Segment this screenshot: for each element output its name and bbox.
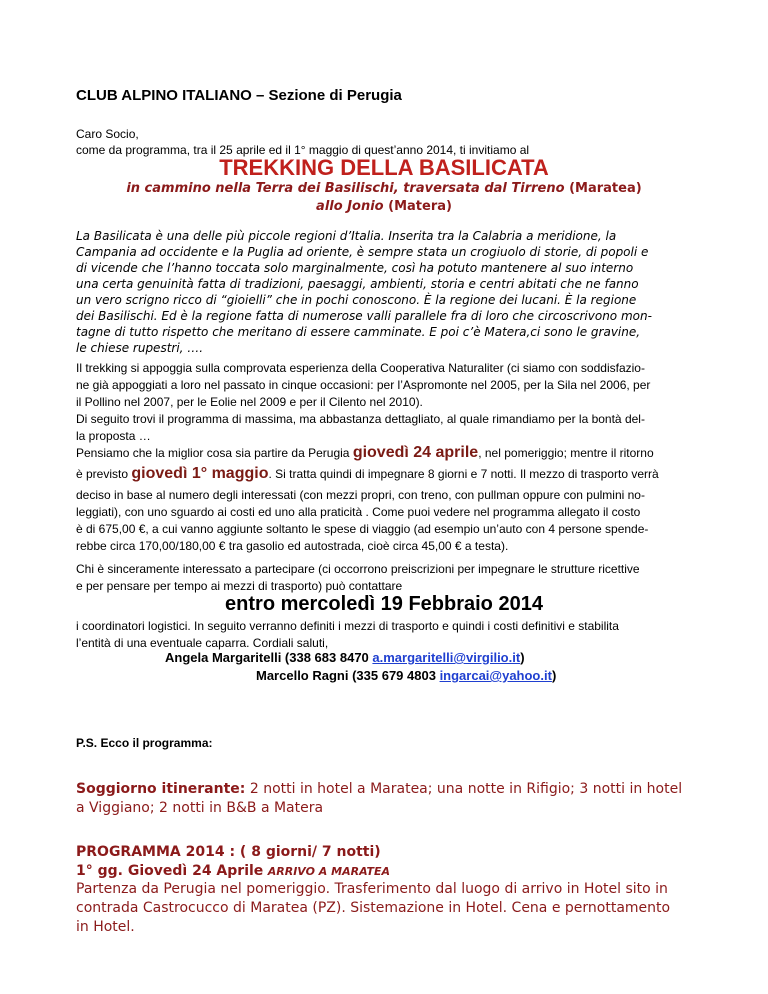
day1-line: contrada Castrocucco di Maratea (PZ). Sistemazione in Hotel. Cena e pernottamento (76, 900, 671, 916)
closing-line: i coordinatori logistici. In seguito verranno definiti i mezzi di trasporto e quindi i costi definitivi e stabilita (76, 619, 619, 633)
intro-line: una certa genuinità fatta di tradizioni, paesaggi, ambienti, storia e centri abitati che ne fanno (76, 277, 639, 291)
intro-line: La Basilicata è una delle più piccole regioni d’Italia. Inserita tra la Calabria a meridione, la (76, 229, 617, 243)
coordinator-name: Marcello Ragni (335 679 4803 (256, 668, 436, 683)
body-line: Di seguito trovi il programma di massima, ma abbastanza dettagliato, al quale rimandiamo per la bontà del- (76, 412, 645, 426)
cost-line: leggiati), con uno sguardo ai costi ed uno alla praticità . Come puoi vedere nel programma allegato il costo (76, 505, 641, 519)
stay-label: Soggiorno itinerante: (76, 781, 246, 797)
coordinator-2 (256, 668, 556, 683)
body-line: il Pollino nel 2007, per le Eolie nel 2009 e per il Cilento nel 2010). (76, 395, 423, 409)
deadline: entro mercoledì 19 Febbraio 2014 (225, 593, 543, 615)
intro-paragraph (76, 228, 716, 356)
day1-description (76, 880, 696, 937)
ps-note: P.S. Ecco il programma: (76, 736, 213, 750)
subtitle-italic: in cammino nella Terra dei Basilischi, traversata dal Tirreno (126, 181, 565, 196)
day1-tag: ARRIVO A MARATEA (267, 865, 391, 878)
day1-line: Partenza da Perugia nel pomeriggio. Trasferimento dal luogo di arrivo in Hotel sito in (76, 881, 668, 897)
dates-line-1 (76, 442, 654, 464)
day1-label: 1° gg. Giovedì 24 Aprile (76, 863, 264, 879)
intro-line: tagne di tutto rispetto che meritano di essere camminate. E poi c’è Matera,ci sono le gravine, (76, 325, 641, 339)
greeting-line: Caro Socio, (76, 127, 139, 141)
coordinator-name: Angela Margaritelli (338 683 8470 (165, 650, 369, 665)
intro-line: dei Basilischi. Ed è la regione fatta di numerose valli parallele fra di loro che circoscrivono mon- (76, 309, 652, 323)
intro-line: di vicende che l’hanno toccata solo marginalmente, così ha potuto mantenere al suo interno (76, 261, 634, 275)
dates-text: . Si tratta quindi di impegnare 8 giorni e 7 notti. Il mezzo di trasporto verrà (268, 467, 659, 481)
intro-line: un vero scrigno ricco di “gioielli” che in pochi conoscono. È la regione dei lucani. È la regione (76, 293, 637, 307)
stay-text: 2 notti in hotel a Maratea; una notte in Rifigio; 3 notti in hotel (249, 781, 683, 797)
body-paragraph (76, 360, 716, 445)
cost-line: rebbe circa 170,00/180,00 € tra gasolio ed autostrada, cioè circa 45,00 € a testa). (76, 539, 509, 553)
stay-line-1 (76, 781, 682, 797)
body-line: ne già appoggiati a loro nel passato in cinque occasioni: per l’Aspromonte nel 2005, per la Sila nel 2006, per (76, 378, 651, 392)
day1-heading (76, 863, 390, 879)
cost-line: è di 675,00 €, a cui vanno aggiunte soltanto le spese di viaggio (ad esempio un’auto con 4 persone spende- (76, 522, 649, 536)
subtitle-place: (Matera) (388, 199, 452, 214)
document-header: CLUB ALPINO ITALIANO – Sezione di Perugia (76, 87, 402, 104)
intro-line: le chiese rupestri, …. (76, 341, 204, 355)
contact-paragraph (76, 561, 716, 595)
program-heading: PROGRAMMA 2014 : ( 8 giorni/ 7 notti) (76, 844, 381, 860)
event-title: TREKKING DELLA BASILICATA (219, 155, 549, 180)
event-subtitle-1 (0, 181, 768, 196)
dates-line-2 (76, 463, 659, 485)
departure-date: giovedì 24 aprile (352, 444, 479, 461)
dates-text: , nel pomeriggio; mentre il ritorno (478, 446, 654, 460)
coordinator-email-link[interactable]: ingarcai@yahoo.it (439, 668, 552, 683)
coordinator-close: ) (551, 668, 557, 683)
dates-text: Pensiamo che la miglior cosa sia partire da Perugia (76, 446, 350, 460)
coordinator-email-link[interactable]: a.margaritelli@virgilio.it (372, 650, 521, 665)
contact-line: Chi è sinceramente interessato a partecipare (ci occorrono preiscrizioni per impegnare le strutture ricettive (76, 562, 640, 576)
stay-line-2: a Viggiano; 2 notti in B&B a Matera (76, 800, 324, 816)
intro-line: Campania ad occidente e la Puglia ad oriente, è sempre stata un crogiuolo di storie, di popoli e (76, 245, 649, 259)
return-date: giovedì 1° maggio (131, 465, 269, 482)
closing-paragraph (76, 618, 716, 652)
body-line: Il trekking si appoggia sulla comprovata esperienza della Cooperativa Naturaliter (ci siamo con soddisfazio- (76, 361, 645, 375)
coordinator-close: ) (520, 650, 525, 665)
dates-text: è previsto (76, 467, 129, 481)
coordinator-1 (165, 650, 525, 665)
greeting-line: come da programma, tra il 25 aprile ed il 1° maggio di quest’anno 2014, ti invitiamo al (76, 143, 530, 157)
cost-line: deciso in base al numero degli interessati (con mezzi propri, con treno, con pullman oppure con pulmini no- (76, 488, 645, 502)
contact-line: e per pensare per tempo ai mezzi di trasporto) può contattare (76, 579, 403, 593)
event-subtitle-2 (0, 199, 768, 214)
subtitle-place: (Maratea) (569, 181, 642, 196)
day1-line: in Hotel. (76, 919, 135, 935)
closing-line: l’entità di una eventuale caparra. Cordiali saluti, (76, 636, 329, 650)
subtitle-italic: allo Jonio (316, 199, 384, 214)
body-line: la proposta … (76, 429, 151, 443)
cost-paragraph (76, 487, 716, 555)
